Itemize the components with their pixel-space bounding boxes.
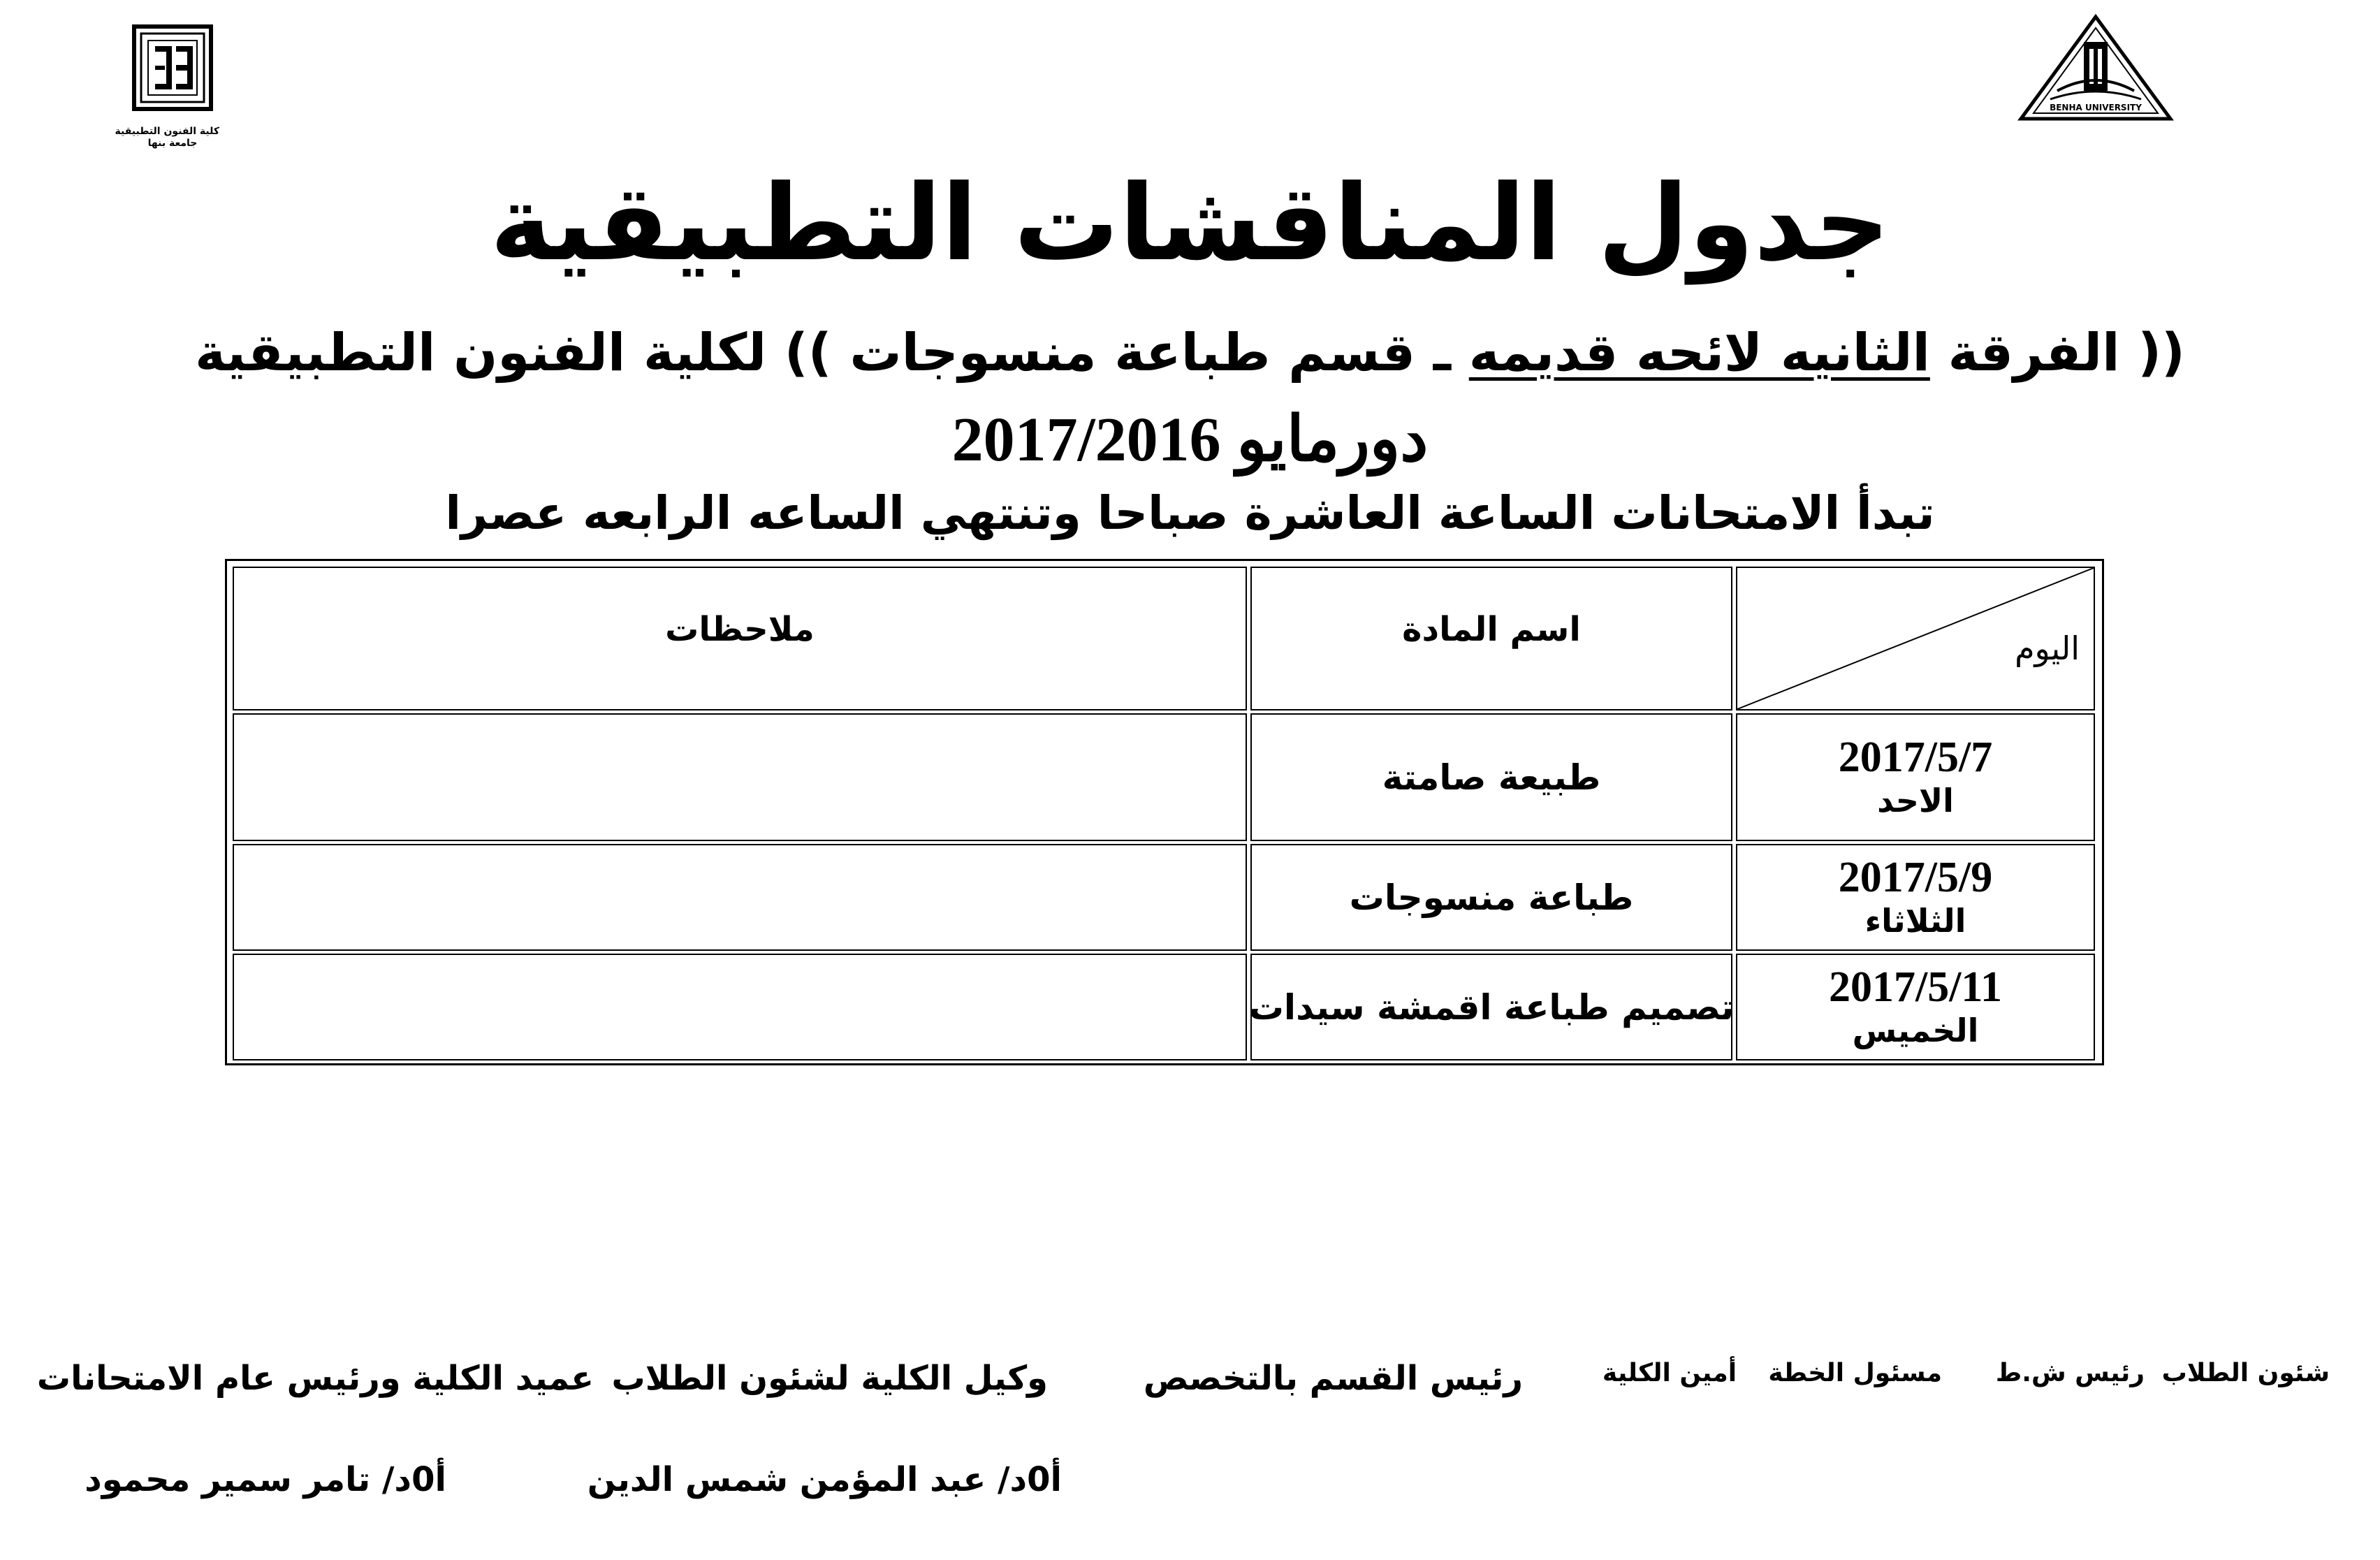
signature-student-affairs: شئون الطلاب bbox=[2161, 1359, 2330, 1387]
day-header-cell bbox=[1736, 567, 2095, 710]
table-row-notes-cell bbox=[233, 844, 1247, 951]
table-row-subject-cell bbox=[1248, 954, 1735, 1060]
exam-date: 2017/5/7 bbox=[1838, 733, 1993, 781]
subtitle bbox=[0, 318, 2380, 388]
table-row-date-cell bbox=[1736, 844, 2095, 951]
day-column-header: اليوم bbox=[2015, 629, 2080, 667]
table-row-subject-cell bbox=[1250, 844, 1732, 951]
notes-header-cell bbox=[233, 567, 1247, 710]
exam-day: الخميس bbox=[1852, 1011, 1979, 1049]
university-logo-caption: جامعة بنها bbox=[147, 138, 198, 149]
exam-subject: طبيعة صامتة bbox=[1382, 757, 1601, 798]
subtitle-prefix: (( الفرقة bbox=[1929, 323, 2185, 383]
faculty-logo bbox=[115, 21, 258, 150]
table-row-notes-cell bbox=[233, 954, 1247, 1060]
university-logo-text: BENHA UNIVERSITY bbox=[2050, 103, 2142, 112]
signature-college-secretary: أمين الكلية bbox=[1602, 1359, 1737, 1387]
schedule-table bbox=[225, 559, 2104, 1065]
vice-dean-name: أ0د/ عبد المؤمن شمس الدين bbox=[587, 1460, 1062, 1499]
exam-day: الاحد bbox=[1877, 781, 1954, 819]
exam-subject: طباعة منسوجات bbox=[1349, 877, 1634, 918]
subject-header-cell bbox=[1250, 567, 1732, 710]
page-title: جدول المناقشات التطبيقية bbox=[490, 163, 1890, 284]
subtitle-suffix: ـ قسم طباعة منسوجات )) لكلية الفنون التطبيقية bbox=[195, 323, 1469, 383]
signature-plan-officer: مسئول الخطة bbox=[1768, 1359, 1942, 1387]
faculty-emblem-icon bbox=[126, 21, 258, 126]
signature-department-head: رئيس القسم بالتخصص bbox=[1143, 1359, 1523, 1398]
exam-session: دورمايو 2017/2016 bbox=[951, 405, 1429, 474]
signature-vice-dean: وكيل الكلية لشئون الطلاب bbox=[611, 1359, 1048, 1398]
exam-subject: تصميم طباعة اقمشة سيدات bbox=[1248, 986, 1735, 1028]
notes-column-header: ملاحظات bbox=[665, 610, 815, 649]
table-row-date-cell bbox=[1736, 713, 2095, 841]
signature-control-head: رئيس ش.ط bbox=[1995, 1359, 2145, 1387]
table-row-subject-cell bbox=[1250, 713, 1732, 841]
signature-dean: عميد الكلية ورئيس عام الامتحانات bbox=[36, 1359, 594, 1398]
table-row-date-cell bbox=[1736, 954, 2095, 1060]
exam-date: 2017/5/9 bbox=[1838, 853, 1993, 901]
subtitle-year-underlined: الثانيه لائحه قديمه bbox=[1468, 323, 1930, 383]
subject-column-header: اسم المادة bbox=[1402, 610, 1581, 649]
dean-name: أ0د/ تامر سمير محمود bbox=[85, 1460, 446, 1499]
exam-day: الثلاثاء bbox=[1864, 901, 1966, 940]
university-emblem-icon bbox=[2015, 14, 2176, 126]
university-logo bbox=[2015, 14, 2176, 126]
table-row-notes-cell bbox=[233, 713, 1247, 841]
exam-date: 2017/5/11 bbox=[1828, 963, 2003, 1011]
exam-hours: تبدأ الامتحانات الساعة العاشرة صباحا وتنتهي الساعه الرابعه عصرا bbox=[445, 486, 1935, 540]
faculty-logo-caption: كلية الفنون التطبيقية bbox=[115, 126, 219, 137]
